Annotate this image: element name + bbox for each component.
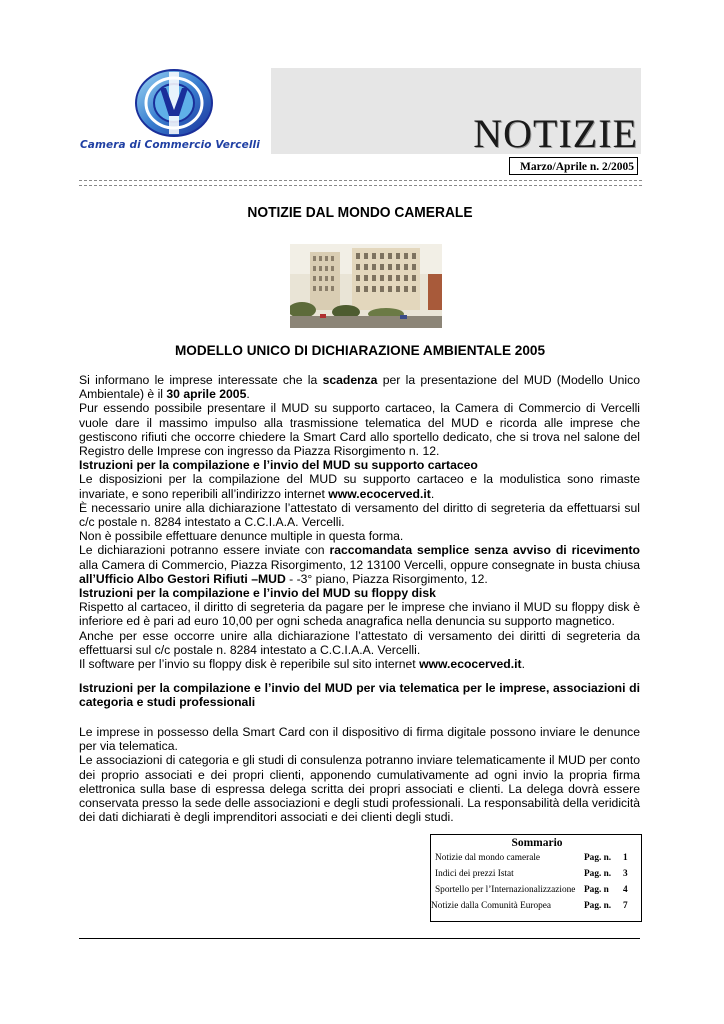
intro-paragraph: Si informano le imprese interessate che la scadenza per la presentazione del MUD (Modello Unico Ambientale) è il 30 aprile 2005. — [79, 373, 640, 402]
article-body — [79, 373, 640, 671]
toc-row[interactable]: Indici dei prezzi Istat Pag. n. 3 — [435, 869, 628, 879]
masthead — [79, 68, 641, 178]
telematica-body — [79, 725, 640, 824]
paragraph: Anche per esse occorre unire alla dichiarazione l’attestato di versamento dei diritti di segreteria da effettuarsi sul c/c postale n. 8284 intestato a C.C.I.A.A. Vercelli. — [79, 628, 640, 657]
chamber-logo-icon — [133, 68, 215, 138]
article-title: MODELLO UNICO DI DICHIARAZIONE AMBIENTALE 2005 — [174, 343, 546, 358]
paragraph: Rispetto al cartaceo, il diritto di segreteria da pagare per le imprese che inviano il MUD su floppy disk è inferiore ed è pari ad euro 10,00 per ogni scheda anagrafica nella denuncia su supporto magnetico. — [79, 600, 640, 629]
section-title: NOTIZIE DAL MONDO CAMERALE — [247, 204, 473, 221]
issue-label: Marzo/Aprile n. 2/2005 — [509, 157, 638, 175]
logo-area — [79, 68, 271, 154]
ecocerved-link[interactable]: www.ecocerved.it — [419, 657, 522, 672]
header-divider — [79, 180, 642, 186]
footer-rule — [79, 938, 640, 939]
subheading-floppy: Istruzioni per la compilazione e l’invio del MUD su floppy disk — [79, 586, 436, 601]
toc-title: Sommario — [511, 837, 563, 849]
subheading-telematica-block — [79, 681, 640, 709]
building-photo — [290, 244, 442, 328]
toc-row[interactable]: Notizie dal mondo camerale Pag. n. 1 — [435, 853, 628, 863]
subheading-cartaceo: Istruzioni per la compilazione e l’invio del MUD su supporto cartaceo — [79, 458, 478, 473]
paragraph: Le imprese in possesso della Smart Card con il dispositivo di firma digitale possono inviare le denunce per via telematica. — [79, 725, 640, 754]
paragraph: Le dichiarazioni potranno essere inviate con raccomandata semplice senza avviso di ricevimento alla Camera di Commercio, Piazza Risorgimento, 12 13100 Vercelli, oppure consegnate in busta chiusa all’Ufficio Albo Gestori Rifiuti –MUD - -3° piano, Piazza Risorgimento, 12. — [79, 543, 640, 586]
newsletter-title: NOTIZIE — [473, 111, 638, 156]
paragraph: Le disposizioni per la compilazione del MUD su supporto cartaceo e la modulistica sono rimaste invariate, e sono reperibili all’indirizzo internet www.ecocerved.it. — [79, 472, 640, 501]
subheading-telematica: Istruzioni per la compilazione e l’invio del MUD per via telematica per le imprese, associazioni di categoria e studi professionali — [79, 681, 640, 710]
ecocerved-link[interactable]: www.ecocerved.it — [328, 486, 431, 501]
toc-row[interactable]: Notizie dalla Comunità Europea Pag. n. 7 — [431, 901, 628, 911]
table-of-contents — [430, 834, 642, 922]
toc-row[interactable]: Sportello per l’Internazionalizzazione Pag. n 4 — [435, 885, 628, 895]
paragraph: Il software per l’invio su floppy disk è reperibile sul sito internet www.ecocerved.it. — [79, 657, 525, 672]
logo-text: Camera di Commercio Vercelli — [80, 139, 260, 151]
paragraph: Non è possibile effettuare denunce multiple in questa forma. — [79, 529, 404, 544]
paragraph: È necessario unire alla dichiarazione l’attestato di versamento del diritto di segreteria da effettuarsi sul c/c postale n. 8284 intestato a C.C.I.A.A. Vercelli. — [79, 500, 640, 530]
paragraph: Pur essendo possibile presentare il MUD su supporto cartaceo, la Camera di Commercio di Vercelli vuole dare il massimo impulso alla trasmissione telematica del MUD e ricorda alle imprese che gestiscono rifiuti che occorre chiedere la Smart Card allo sportello dedicato, che si trova nel salone del Registro delle Imprese con ingresso da Piazza Risorgimento n. 12. — [79, 401, 640, 459]
paragraph: Le associazioni di categoria e gli studi di consulenza potranno inviare telematicamente il MUD per conto dei proprio associati e dei propri clienti, apponendo cumulativamente ad ogni invio la propria firma elettronica sulla base di espressa delega scritta dei propri associati e clienti. La delega dovrà essere conservata presso la sede delle associazioni e degli studi professionali. La responsabilità della veridicità dei dati dichiarati è degli imprenditori associati e dei clienti degli studi. — [79, 753, 640, 825]
